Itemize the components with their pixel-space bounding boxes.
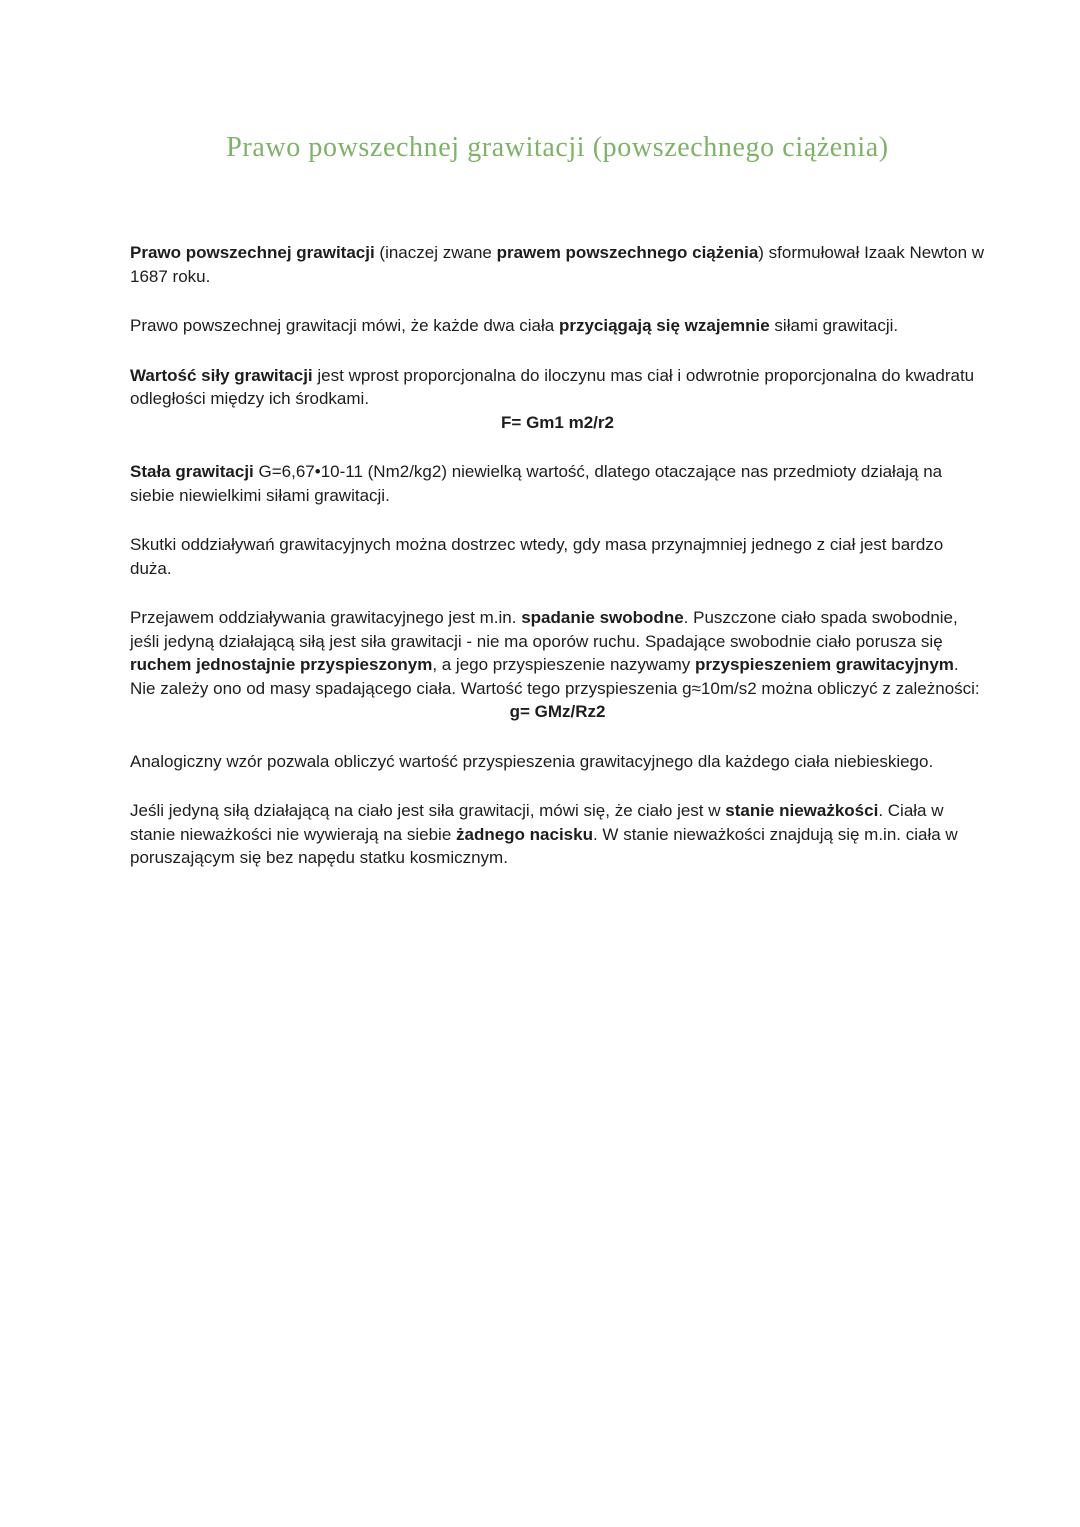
bold-run: spadanie swobodne: [521, 608, 684, 627]
paragraph: Jeśli jedyną siłą działającą na ciało jest siła grawitacji, mówi się, że ciało jest w stanie nieważkości. Ciała w stanie nieważkości nie wywierają na siebie żadnego nacisku. W stanie nieważkości znajdują się m.in. ciała w poruszającym się bez napędu statku kosmicznym.: [130, 801, 958, 867]
bold-run: Stała grawitacji: [130, 462, 254, 481]
document-body: [130, 241, 985, 870]
paragraph: Prawo powszechnej grawitacji mówi, że każde dwa ciała przyciągają się wzajemnie siłami grawitacji.: [130, 316, 899, 335]
bold-run: przyspieszeniem grawitacyjnym: [695, 655, 954, 674]
bold-run: ruchem jednostajnie przyspieszonym: [130, 655, 433, 674]
paragraph: Stała grawitacji G=6,67•10-11 (Nm2/kg2) niewielką wartość, dlatego otaczające nas przedmioty działają na siebie niewielkimi siłami grawitacji.: [130, 462, 943, 505]
bold-run: Wartość siły grawitacji: [130, 365, 313, 385]
bold-run: prawem powszechnego ciążenia: [496, 243, 759, 262]
paragraph: Skutki oddziaływań grawitacyjnych można dostrzec wtedy, gdy masa przynajmniej jednego z ciał jest bardzo duża.: [130, 535, 944, 578]
formula-line: F= Gm1 m2/r2: [501, 412, 614, 432]
formula-line: g= GMz/Rz2: [509, 702, 606, 721]
paragraph: Przejawem oddziaływania grawitacyjnego jest m.in. spadanie swobodne. Puszczone ciało spada swobodnie, jeśli jedyną działającą siłą jest siła grawitacji - nie ma oporów ruchu. Spadające swobodnie ciało porusza się ruchem jednostajnie przyspieszonym, a jego przyspieszenie nazywamy przyspieszeniem grawitacyjnym. Nie zależy ono od masy spadającego ciała. Wartość tego przyspieszenia g≈10m/s2 można obliczyć z zależności:: [130, 608, 980, 698]
document-title: Prawo powszechnej grawitacji (powszechnego ciążenia): [226, 132, 889, 163]
bold-run: żadnego nacisku: [456, 824, 593, 844]
paragraph: Prawo powszechnej grawitacji (inaczej zwane prawem powszechnego ciążenia) sformułował Izaak Newton w 1687 roku.: [130, 243, 985, 286]
bold-run: stanie nieważkości: [725, 801, 879, 820]
bold-run: przyciągają się wzajemnie: [558, 316, 770, 335]
bold-run: Prawo powszechnej grawitacji: [130, 243, 375, 262]
paragraph: Wartość siły grawitacji jest wprost proporcjonalna do iloczynu mas ciał i odwrotnie proporcjonalna do kwadratu odległości między ich środkami.: [130, 365, 975, 408]
paragraph: Analogiczny wzór pozwala obliczyć wartość przyspieszenia grawitacyjnego dla każdego ciała niebieskiego.: [130, 751, 934, 771]
